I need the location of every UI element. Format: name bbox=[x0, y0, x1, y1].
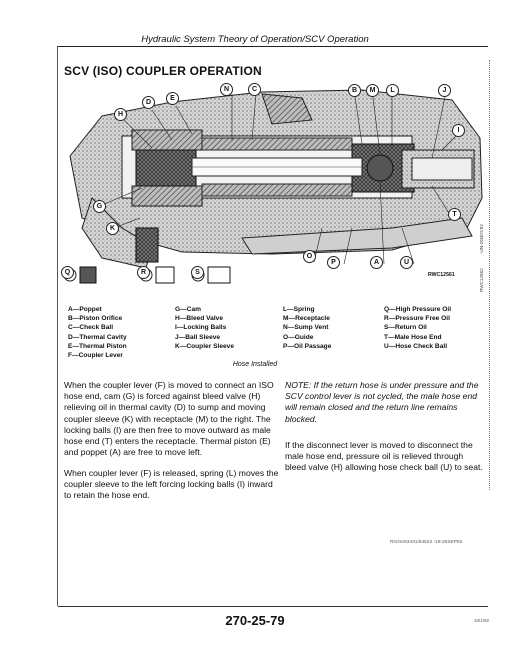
callout-r: R bbox=[137, 266, 150, 279]
legend-item: D—Thermal Cavity bbox=[68, 333, 127, 341]
paragraph-disconnect: If the disconnect lever is moved to disconnect the male hose end, pressure oil is relieved through bleed valve (H) allowing hose check ball (U) to seat. bbox=[285, 440, 483, 473]
page-date: 10/1/92 bbox=[474, 618, 490, 623]
legend-item: N—Sump Vent bbox=[283, 324, 329, 332]
running-header: Hydraulic System Theory of Operation/SCV Operation bbox=[141, 34, 369, 45]
legend-item: K—Coupler Sleeve bbox=[175, 342, 234, 350]
legend-item: I—Locking Balls bbox=[175, 324, 227, 332]
legend-item: O—Guide bbox=[283, 333, 314, 341]
footer-rule bbox=[58, 606, 488, 607]
figure-side-code: RWC12562 bbox=[479, 268, 484, 292]
callout-i: I bbox=[452, 124, 465, 137]
callout-o: O bbox=[303, 250, 316, 263]
legend-item: A—Poppet bbox=[68, 306, 102, 313]
callout-a: A bbox=[370, 256, 383, 269]
callout-n: N bbox=[220, 83, 233, 96]
legend-column-4 bbox=[384, 305, 451, 351]
callout-h: H bbox=[114, 108, 127, 121]
legend-item: S—Return Oil bbox=[384, 324, 427, 332]
change-bar bbox=[57, 46, 58, 606]
figure-ref-code: RWC12561 bbox=[428, 272, 455, 278]
legend-item: H—Bleed Valve bbox=[175, 315, 224, 323]
legend-item: P—Oil Passage bbox=[283, 342, 332, 350]
figure-caption: Hose Installed bbox=[232, 361, 278, 368]
legend-item: F—Coupler Lever bbox=[68, 352, 123, 360]
callout-b: B bbox=[348, 84, 361, 97]
callout-s: S bbox=[191, 266, 204, 279]
legend-item: Q—High Pressure Oil bbox=[384, 306, 452, 313]
callout-g: G bbox=[93, 200, 106, 213]
legend-item: M—Receptacle bbox=[283, 315, 330, 323]
legend-item: G—Cam bbox=[175, 306, 202, 313]
callout-c: C bbox=[248, 83, 261, 96]
callout-d: D bbox=[142, 96, 155, 109]
legend-column-3 bbox=[283, 305, 331, 351]
legend-column-2 bbox=[175, 305, 234, 351]
legend-item: T—Male Hose End bbox=[384, 333, 442, 341]
paragraph-connect: When the coupler lever (F) is moved to connect an ISO hose end, cam (G) is forced against bleed valve (H) relieving oil in thermal cavity (D) to sump and moving coupler sleeve (K) with receptacle (M) to the right. The locking balls (I) are then free to move outward as male hose end (T) enters the receptacle. Thermal piston (E) and poppet (A) are free to move left. bbox=[64, 380, 274, 458]
section-title: SCV (ISO) COUPLER OPERATION bbox=[64, 64, 262, 78]
legend-item: B—Piston Orifice bbox=[68, 315, 123, 323]
legend-item: E—Thermal Piston bbox=[68, 342, 127, 350]
callout-j: J bbox=[438, 84, 451, 97]
legend-item: J—Ball Sleeve bbox=[175, 333, 221, 341]
margin-rule bbox=[489, 60, 490, 490]
callout-q: Q bbox=[61, 266, 74, 279]
callout-u: U bbox=[400, 256, 413, 269]
callout-t: T bbox=[448, 208, 461, 221]
callout-e: E bbox=[166, 92, 179, 105]
callout-p: P bbox=[327, 256, 340, 269]
legend-item: U—Hose Check Ball bbox=[384, 342, 448, 350]
paragraph-release: When coupler lever (F) is released, spring (L) moves the coupler sleeve to the left forcing locking balls (I) inward to retain the hose end. bbox=[64, 468, 279, 501]
legend-column-1 bbox=[68, 305, 127, 360]
page-number: 270-25-79 bbox=[225, 613, 285, 628]
header-rule bbox=[58, 46, 488, 47]
note-block bbox=[285, 380, 485, 425]
callout-l: L bbox=[386, 84, 399, 97]
legend-item: L—Spring bbox=[283, 306, 315, 313]
legend-item: C—Check Ball bbox=[68, 324, 114, 332]
figure-side-date: -UN-25NOV92 bbox=[479, 224, 484, 254]
callout-m: M bbox=[366, 84, 379, 97]
document-id: RG/mr63431/64522 -19-25SEP92 bbox=[390, 540, 463, 545]
callout-k: K bbox=[106, 222, 119, 235]
note-text: If the return hose is under pressure and the SCV control lever is not cycled, the male hose end will remain closed and the return line remains blocked. bbox=[285, 380, 479, 424]
note-label: NOTE: bbox=[285, 380, 312, 390]
legend-item: R—Pressure Free Oil bbox=[384, 315, 450, 323]
